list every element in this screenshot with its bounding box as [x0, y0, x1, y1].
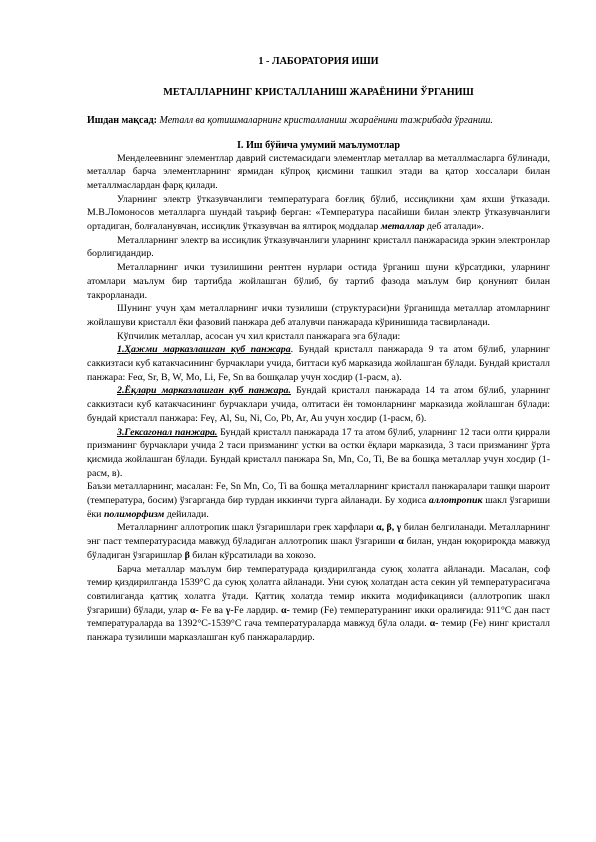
aim-paragraph [87, 114, 550, 128]
p11-text-a: Металларнинг аллотропик шакл ўзгаришлари грек харфлари [117, 522, 377, 534]
paragraph-10 [87, 480, 550, 521]
p10-text-a: Баъзи металларнинг, масалан: Fe, Sn Mn, Co, Ti ва бошқа металларнинг кристалл панжаралари ташқи шароит (температура, босим) ўзгарганда бир турдан иккинчи турга айланади. Бу ходиса [87, 481, 550, 507]
p12-text-g: темир (Fe) температуранинг икки оралиғида: 911°С дан паст температураларда ва 1392°С-1539°С гача температураларда мавжуд бўла олади. [87, 604, 550, 630]
aim-label: Ишдан мақсад: [87, 115, 157, 126]
p9-text: Бундай кристалл панжарада 17 та атом бўлиб, уларнинг 12 таси олти қиррали призманинг бурчаклари учида 2 таси призманинг устки ва остки ёқлари марказида, 3 таси призманинг ўрта қисмида жойлашган бўлади. Бундай кристалл панжара Sn, Mn, Co, Ti, Be ва бошқа металлар учун хосдир (1-расм, в). [87, 426, 550, 479]
paragraph-3: Металларнинг электр ва иссиқлик ўтказувчанлиги уларнинг кристалл панжарасида эркин электронлар борлигидандир. [87, 234, 550, 260]
alpha-fe-3: α- [429, 618, 439, 630]
paragraph-7 [87, 343, 550, 384]
paragraph-1: Менделеевнинг элементлар даврий системасидаги элементлар металлар ва металлмасларга бўлинади, металлар барча элементларнинг ярмидан кўпроқ қисмини ташкил этади ва қатор хоссалари билан металлмаслардан фарқ қилади. [87, 152, 550, 191]
greek-letters: α, β, γ [376, 522, 402, 534]
p11-text-e: билан, ундан юқорироқда мавжуд бўладиган ўзгаришлар [87, 536, 550, 561]
term-metals: металлар [380, 221, 425, 233]
greek-alpha: α [398, 536, 404, 548]
p8-text: Бундай кристалл панжарада 14 та атом бўлиб, уларнинг саккизтаси куб катакчасининг бурчаклари учида, олтитаси ён томонларнинг марказида жойлашган бўлади: бундай кристалл панжара: Feγ, Al, Su, Ni, Co, Pb, Ar, Au учун хосдир (1-расм, б). [87, 385, 550, 424]
alpha-fe-2: α- [281, 604, 290, 616]
term-bcc: 1.Ҳажми марказлашган куб панжара [117, 344, 291, 356]
term-fcc: 2.Ёқлари марказлашган куб панжара. [117, 385, 291, 397]
paragraph-5: Шунинг учун ҳам металларнинг ички тузилиши (структураси)ни ўрганишда металлар атомларнинг жойлашуви кристалл ёки фазовий панжара деб аталувчи панжарада кўринишида тасвирланади. [87, 303, 550, 328]
greek-beta: β [184, 549, 190, 561]
lab-title: 1 - ЛАБОРАТОРИЯ ИШИ [258, 56, 379, 67]
p11-text-g: билан кўрсатилади ва хокозо. [189, 549, 316, 561]
section-title: I. Иш бўйича умумий маълумотлар [236, 139, 401, 151]
p12-text-e: Fe лардир. [233, 604, 281, 616]
paragraph-4: Металларнинг ички тузилишини рентген нурлари остида ўрганиш шуни кўрсатдики, уларнинг атомлари маълум бир тартибда жойлашган бўлиб, бу тартиб фазода маълум бир қонуният билан такрорланади. [87, 262, 550, 301]
p10-text-c: шакл ўзгариши ёки [87, 495, 550, 520]
body-text [87, 152, 550, 645]
term-polymorphism: полиморфизм [103, 508, 165, 520]
paragraph-12 [87, 563, 550, 645]
gamma-fe: γ- [225, 604, 234, 616]
p2-text-c: деб аталади». [424, 221, 484, 233]
p11-text-c: билан белгиланади. Металларнинг энг паст температурасида мавжуд бўладиган аллотропик шакл ўзгариши [87, 522, 550, 548]
p12-text-a: Барча металлар маълум бир температурада қиздирилганда суюқ холатга айланади. Масалан, соф темир қиздирилганда 1539°С да суюқ ҳолатга айланади. Уни суюқ холатдан аста секин уй температурасигача совтилиганда қаттиқ холатга ўтади. Қаттиқ холатда темир иккита модификацияси (аллотропик шакл ўзгариши) бўлади, улар [87, 563, 550, 616]
paragraph-8 [87, 384, 550, 425]
p7-text: . Бундай кристалл панжарада 9 та атом бўлиб, уларнинг саккизтаси куб катакчасининг бурчаклари учида, биттаси куб марказида жойлашган бўлади. Бундай кристалл панжара: Feα, Sr, B, W, Mo, Li, Fe, Sn ва бошқалар учун хосдир (1-расм, а). [87, 344, 550, 383]
p12-text-c: Fe ва [198, 604, 226, 616]
aim-text: Металл ва қотишмаларнинг кристалланиш жараёнини тажрибада ўрганиш. [157, 115, 493, 126]
main-title: МЕТАЛЛАРНИНГ КРИСТАЛЛАНИШ ЖАРАЁНИНИ ЎРГАНИШ [163, 87, 474, 98]
paragraph-6: Кўпчилик металлар, асосан уч хил кристалл панжарага эга бўлади: [117, 330, 401, 342]
page-content [87, 48, 550, 645]
p10-text-e: дейилади. [164, 508, 209, 520]
term-allotropic: аллотропик [428, 495, 483, 507]
paragraph-9 [87, 426, 550, 481]
p12-text-i: темир (Fe) нинг кристалл панжара тузилиши марказлашган куб панжаралардир. [87, 618, 550, 644]
p2-text-a: Уларнинг электр ўтказувчанлиги температурага боғлиқ бўлиб, иссиқликни ҳам яхши ўтказади. М.В.Ломоносов металларга шундай таъриф берган: «Температура пасайиши билан электр ўтказувчанлиги ортадиган, болғаланувчан, иссиқлик ўтказувчан ва ялтироқ моддалар [87, 193, 550, 233]
paragraph-2 [87, 193, 550, 234]
paragraph-11 [87, 521, 550, 562]
alpha-fe-1: α- [189, 604, 199, 616]
term-hexagonal: 3.Гексагонал панжара. [117, 426, 218, 438]
